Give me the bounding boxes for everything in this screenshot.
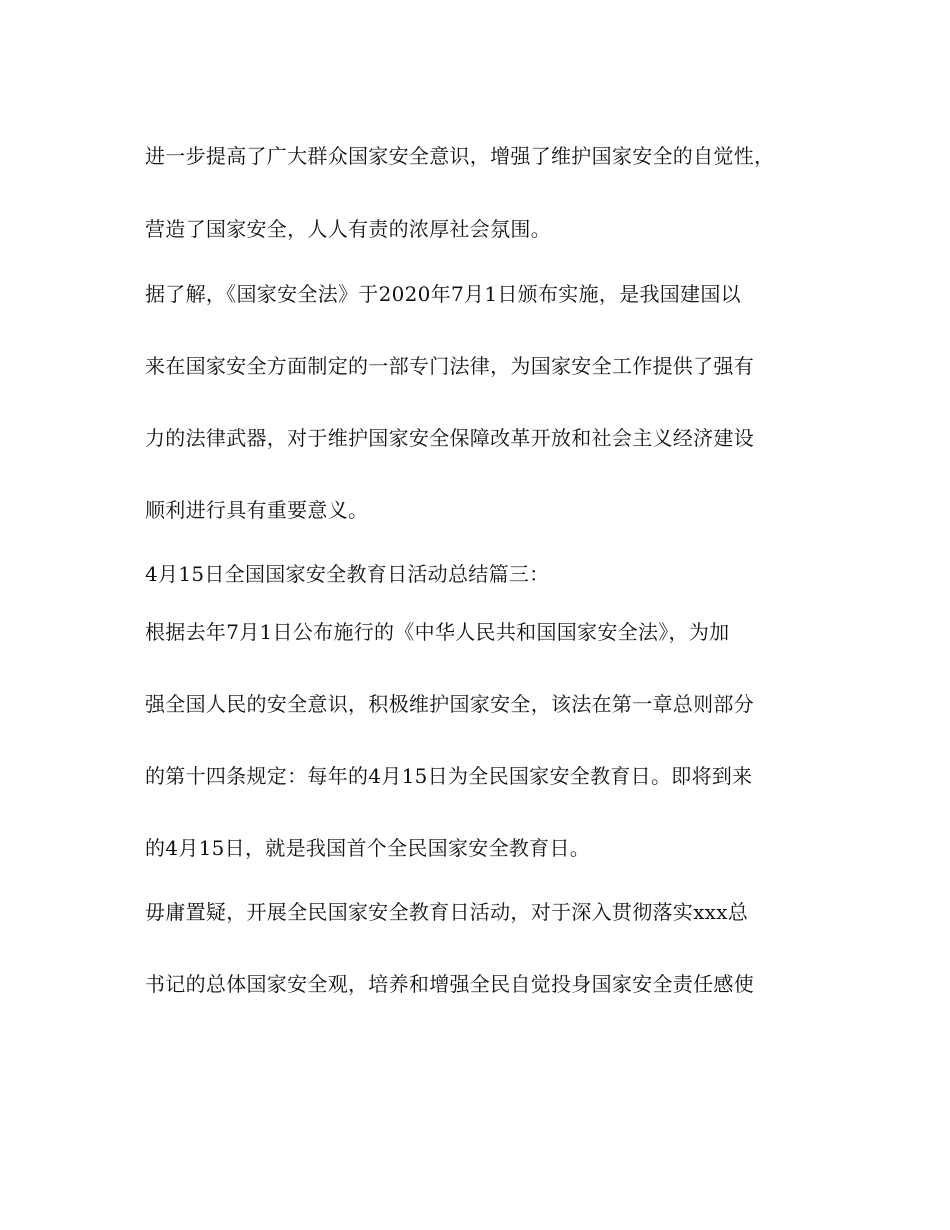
text-line: 书记的总体国家安全观，培养和增强全民自觉投身国家安全责任感使	[145, 972, 754, 996]
text-line: 据了解，《国家安全法》于2020年7月1日颁布实施，是我国建国以	[145, 282, 741, 306]
text-line: 力的法律武器，对于维护国家安全保障改革开放和社会主义经济建设	[145, 426, 754, 450]
text-line: 的4月15日，就是我国首个全民国家安全教育日。	[145, 836, 591, 860]
text-line: 强全国人民的安全意识，积极维护国家安全，该法在第一章总则部分	[145, 692, 754, 716]
text-line: 顺利进行具有重要意义。	[145, 498, 369, 522]
text-line: 进一步提高了广大群众国家安全意识，增强了维护国家安全的自觉性，	[145, 144, 775, 168]
text-line: 的第十四条规定：每年的4月15日为全民国家安全教育日。即将到来	[145, 764, 753, 788]
text-line: 营造了国家安全，人人有责的浓厚社会氛围。	[145, 217, 551, 241]
text-line: 来在国家安全方面制定的一部专门法律，为国家安全工作提供了强有	[145, 354, 754, 378]
text-line: 毋庸置疑，开展全民国家安全教育日活动，对于深入贯彻落实xxx总	[145, 900, 749, 924]
text-line: 根据去年7月1日公布施行的《中华人民共和国国家安全法》，为加	[145, 620, 730, 644]
section-heading: 4月15日全国国家安全教育日活动总结篇三：	[145, 562, 550, 586]
